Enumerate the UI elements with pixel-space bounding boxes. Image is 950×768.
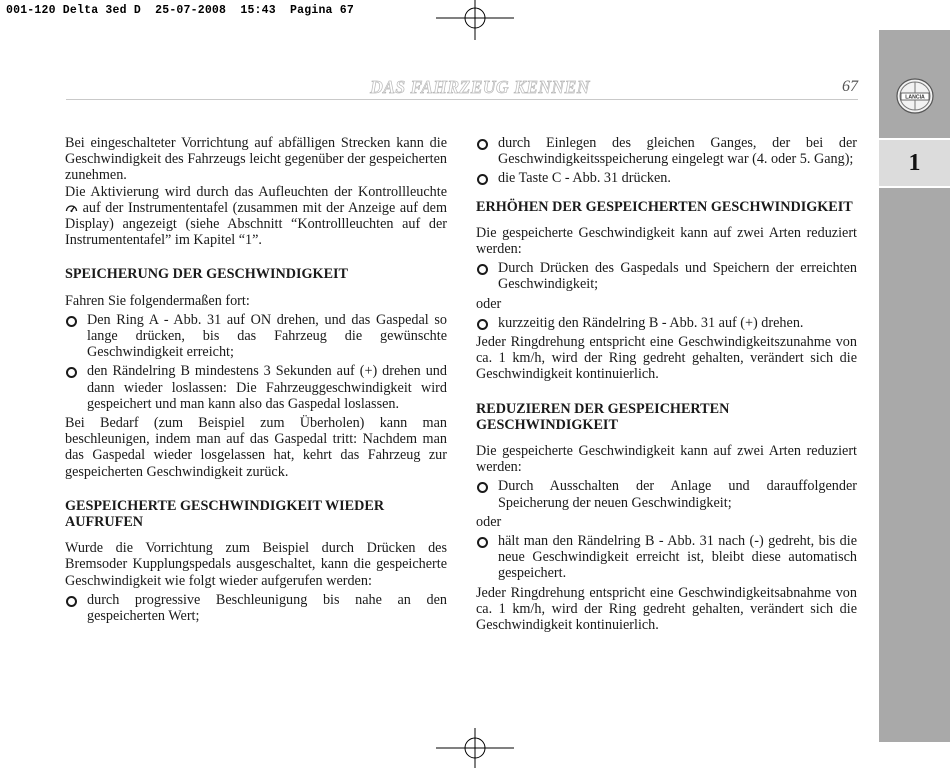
running-head: DAS FAHRZEUG KENNEN (370, 77, 590, 97)
bullet-list (65, 592, 447, 624)
section-heading: GESPEICHERTE GESCHWINDIGKEIT WIEDER AUFRUFEN (65, 497, 385, 531)
right-column (476, 135, 857, 633)
bullet-list (476, 533, 857, 582)
bullet-list (476, 260, 857, 292)
list-item: Durch Ausschalten der Anlage und darauffolgender Speicherung der neuen Geschwindigkeit; (476, 478, 857, 510)
paragraph: Die gespeicherte Geschwindigkeit kann auf zwei Arten reduziert werden: (476, 443, 857, 476)
page-number: 67 (842, 78, 858, 95)
section-heading: ERHÖHEN DER GESPEICHERTEN GESCHWINDIGKEIT (476, 198, 853, 215)
paragraph-text: auf der Instrumententafel (zusammen mit der Anzeige auf dem Display) angezeigt (siehe Abschnitt “Kontrollleuchten auf der Instrumententafel” im Kapitel “1”. (65, 199, 447, 249)
list-item: den Rändelring B mindestens 3 Sekunden auf (+) drehen und dann wieder loslassen: Die Fahrzeuggeschwindigkeit wird gespeichert und man kann also das Gaspedal loslassen. (65, 363, 447, 412)
paragraph: Fahren Sie folgendermaßen fort: (65, 292, 250, 309)
list-item: durch Einlegen des gleichen Ganges, der bei der Geschwindigkeitsspeicherung eingelegt war (4. oder 5. Gang); (476, 135, 857, 167)
lancia-logo (895, 77, 935, 115)
list-item: Den Ring A - Abb. 31 auf ON drehen, und das Gaspedal so lange drücken, bis das Fahrzeug die gewünschte Geschwindigkeit erreicht; (65, 312, 447, 361)
chapter-side-tab (879, 30, 950, 742)
section-heading: REDUZIEREN DER GESPEICHERTEN GESCHWINDIGKEIT (476, 400, 730, 433)
paragraph: Die gespeicherte Geschwindigkeit kann auf zwei Arten reduziert werden: (476, 224, 857, 258)
list-item: Durch Drücken des Gaspedals und Speichern der erreichten Geschwindigkeit; (476, 260, 857, 292)
bullet-list (65, 312, 447, 412)
chapter-number-tab: 1 (879, 138, 950, 188)
bullet-list (476, 478, 857, 510)
paragraph: Jeder Ringdrehung entspricht eine Geschwindigkeitszunahme von ca. 1 km/h, wird der Ring gedreht gehalten, verändert sich die Geschwindigkeit kontinuierlich. (476, 334, 857, 383)
list-item: die Taste C - Abb. 31 drücken. (476, 170, 857, 186)
paragraph: oder (476, 513, 502, 530)
paragraph: Wurde die Vorrichtung zum Beispiel durch Drücken des Bremsoder Kupplungspedals ausgeschaltet, kann die gespeicherte Geschwindigkeit wie folgt wieder aufgerufen werden: (65, 540, 447, 589)
bullet-list (476, 135, 857, 187)
paragraph: Jeder Ringdrehung entspricht eine Geschwindigkeitsabnahme von ca. 1 km/h, wird der Ring gedreht gehalten, verändert sich die Geschwindigkeit kontinuierlich. (476, 584, 857, 634)
left-column (65, 135, 447, 627)
paragraph: oder (476, 295, 502, 312)
header-rule (66, 99, 858, 100)
list-item: hält man den Rändelring B - Abb. 31 nach (-) gedreht, bis die neue Geschwindigkeit erreicht ist, bleibt diese automatisch gespeichert. (476, 533, 857, 582)
list-item: kurzzeitig den Rändelring B - Abb. 31 auf (+) drehen. (476, 315, 857, 331)
section-heading: SPEICHERUNG DER GESCHWINDIGKEIT (65, 266, 349, 283)
paragraph: Bei Bedarf (zum Beispiel zum Überholen) kann man beschleunigen, indem man auf das Gaspedal tritt: Nachdem man das Gaspedal wieder losgelassen hat, kehrt das Fahrzeug zur gespeicherten Geschwindigkeit zurück. (65, 415, 447, 480)
registration-mark-bottom (436, 728, 514, 768)
paragraph (65, 184, 447, 249)
cruise-control-warning-icon (65, 202, 78, 213)
list-item: durch progressive Beschleunigung bis nahe an den gespeicherten Wert; (65, 592, 447, 624)
logo-wordmark: LANCIA (905, 94, 925, 101)
bullet-list (476, 315, 857, 331)
registration-mark-top (436, 0, 514, 40)
paragraph-text: Die Aktivierung wird durch das Aufleuchten der Kontrollleuchte (65, 183, 447, 200)
paragraph: Bei eingeschalteter Vorrichtung auf abfälligen Strecken kann die Geschwindigkeit des Fahrzeugs leicht gegenüber der gespeicherten zunehmen. (65, 135, 447, 184)
print-slug: 001-120 Delta 3ed D 25-07-2008 15:43 Pagina 67 (6, 4, 354, 17)
